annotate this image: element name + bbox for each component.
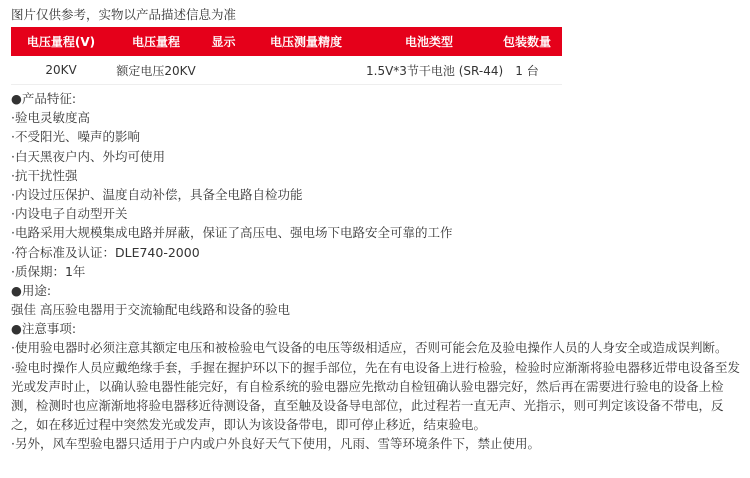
table-row — [11, 56, 562, 85]
cell-voltage-range-v: 20KV — [11, 56, 111, 85]
cell-battery-type: 1.5V*3节干电池 (SR-44) — [366, 56, 492, 85]
header-voltage-range-v: 电压量程(V) — [11, 27, 111, 56]
usage-text: 强佳 高压验电器用于交流输配电线路和设备的验电 — [11, 302, 290, 318]
cell-package-quantity: 1 台 — [492, 56, 562, 85]
header-package-quantity: 包装数量 — [492, 27, 562, 56]
list-item: ·质保期：1年 — [11, 263, 86, 279]
cell-display — [201, 56, 246, 85]
list-item: ·电路采用大规模集成电路并屏蔽，保证了高压电、强电场下电路安全可靠的工作 — [11, 225, 453, 241]
cell-voltage-accuracy — [246, 56, 366, 85]
cell-voltage-range: 额定电压20KV — [111, 56, 201, 85]
list-item: ·符合标准及认证：DLE740-2000 — [11, 244, 200, 260]
list-item: ·内设过压保护、温度自动补偿，具备全电路自检功能 — [11, 186, 303, 202]
list-item: ·内设电子自动型开关 — [11, 206, 128, 222]
header-voltage-accuracy: 电压测量精度 — [246, 27, 366, 56]
list-item: ·不受阳光、噪声的影响 — [11, 129, 140, 145]
notes-heading: ●注意事项: — [11, 321, 77, 337]
features-heading: ●产品特征: — [11, 91, 77, 106]
header-voltage-range: 电压量程 — [111, 27, 201, 56]
list-item: ·使用验电器时必须注意其额定电压和被检验电气设备的电压等级相适应，否则可能会危及验电操作人员的人身安全或造成误判断。 — [11, 340, 728, 356]
spec-table-header-row — [11, 27, 562, 56]
usage-heading: ●用途: — [11, 282, 52, 298]
header-display: 显示 — [201, 27, 246, 56]
list-item: ·另外，风车型验电器只适用于户内或户外良好天气下使用，凡雨、雪等环境条件下，禁止使用。 — [11, 436, 540, 452]
header-battery-type: 电池类型 — [366, 27, 492, 56]
image-disclaimer: 图片仅供参考，实物以产品描述信息为准 — [11, 7, 237, 22]
list-item: ·抗干扰性强 — [11, 167, 78, 183]
list-item: ·验电时操作人员应戴绝缘手套，手握在握护环以下的握手部位，先在有电设备上进行检验，检验时应渐渐将验电器移近带电设备至发光或发声时止，以确认验电器性能完好，有自检系统的验电器应先揿动自检钮确认验电器完好，然后再在需要进行验电的设备上检测，检测时也应渐渐地将验电器移近待测设备，直至触及设备导电部位，此过程若一直无声、光指示，则可判定该设备不带电，反之，如在移近过程中突然发光或发声，即认为该设备带电，即可停止移近，结束验电。 — [11, 359, 740, 433]
spec-table — [11, 27, 562, 85]
product-description — [11, 89, 741, 454]
list-item: ·验电灵敏度高 — [11, 110, 90, 126]
list-item: ·白天黑夜户内、外均可使用 — [11, 148, 165, 164]
